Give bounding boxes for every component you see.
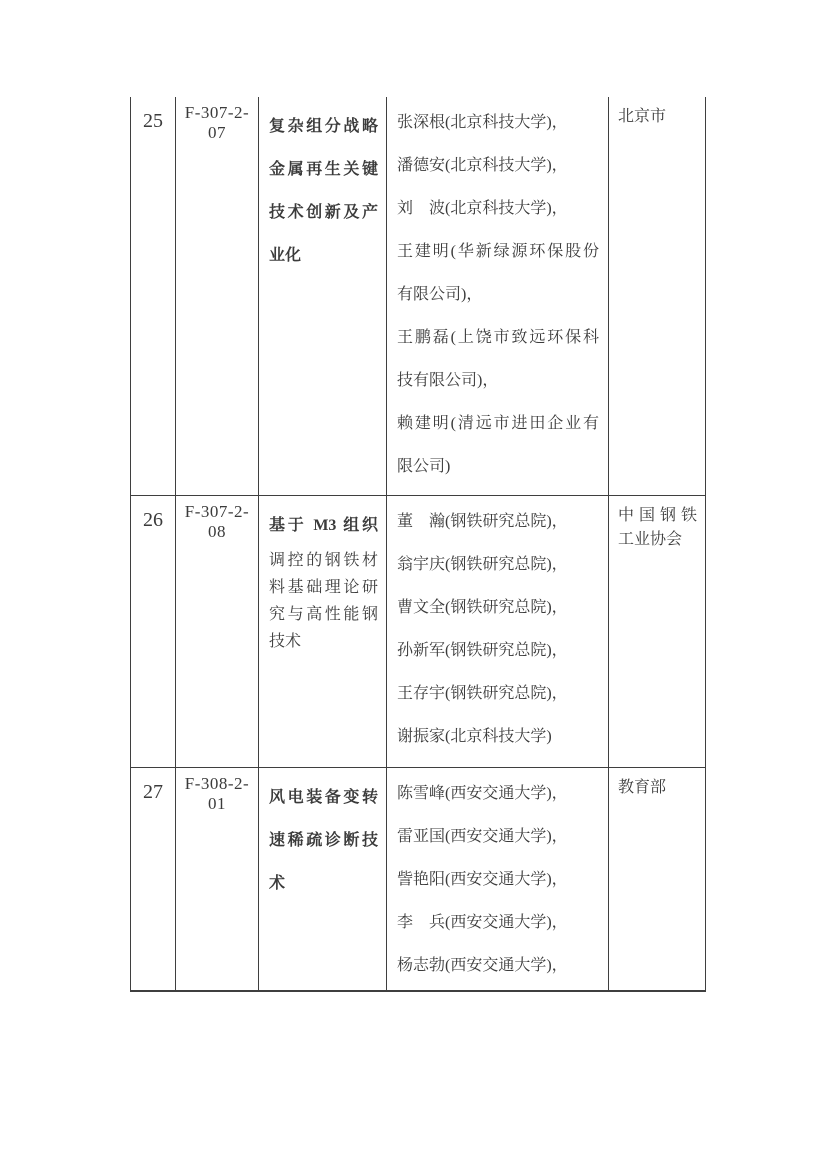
person-line: 谢振家(北京科技大学) (397, 728, 552, 745)
table-row (130, 97, 706, 495)
nominees-cell (386, 495, 608, 767)
person-line: 潘德安(北京科技大学)， (397, 157, 568, 174)
person-line: 訾艳阳(西安交通大学)， (397, 871, 568, 888)
title-line: 技术创新及产 (269, 204, 378, 221)
code-line: F-307-2- (184, 103, 250, 122)
person-line: 赖建明(清远市进田企业有 (397, 415, 599, 432)
project-code-cell (175, 97, 258, 495)
person-line: 翁宇庆(钢铁研究总院)， (397, 556, 568, 573)
person-line: 曹文全(钢铁研究总院)， (397, 599, 568, 616)
person-line: 杨志勃(西安交通大学)， (397, 957, 568, 974)
title-line: 料基础理论研 (269, 579, 378, 596)
person-line: 张深根(北京科技大学)， (397, 114, 568, 131)
code-line: F-307-2- (184, 502, 250, 521)
project-code-cell (175, 495, 258, 767)
org-line: 北京市 (618, 108, 667, 125)
title-line: 复杂组分战略 (269, 118, 378, 135)
nominees-cell (386, 97, 608, 495)
person-line: 王存宇(钢铁研究总院)， (397, 685, 568, 702)
person-line: 李 兵(西安交通大学)， (397, 914, 568, 931)
title-line: 技术 (269, 633, 302, 650)
nominees-cell (386, 767, 608, 990)
person-line: 王鹏磊(上饶市致远环保科 (397, 329, 599, 346)
nominating-org-cell (608, 495, 706, 767)
code-line: 08 (208, 522, 226, 541)
awards-table (130, 97, 706, 992)
person-line: 刘 波(北京科技大学)， (397, 200, 568, 217)
row-number-cell: 27 (130, 767, 175, 990)
person-line: 陈雪峰(西安交通大学)， (397, 785, 568, 802)
title-line: 调控的钢铁材 (269, 552, 378, 569)
code-line: 01 (208, 794, 226, 813)
table-row (130, 767, 706, 990)
title-line: 业化 (269, 247, 302, 264)
table-row (130, 495, 706, 767)
code-line: 07 (208, 123, 226, 142)
row-number-cell: 25 (130, 97, 175, 495)
person-line: 限公司) (397, 458, 451, 475)
title-line: 究与高性能钢 (269, 606, 378, 623)
person-line: 有限公司)， (397, 286, 483, 303)
title-line: 风电装备变转 (269, 789, 378, 806)
project-title-cell (258, 495, 386, 767)
nominating-org-cell (608, 767, 706, 990)
person-line: 孙新军(钢铁研究总院)， (397, 642, 568, 659)
person-line: 技有限公司)， (397, 372, 499, 389)
row-number-cell: 26 (130, 495, 175, 767)
project-code-cell (175, 767, 258, 990)
title-line: 基于 M3 组织 (269, 517, 378, 534)
title-line: 金属再生关键 (269, 161, 378, 178)
person-line: 王建明(华新绿源环保股份 (397, 243, 599, 260)
org-line: 工业协会 (618, 531, 683, 548)
org-line: 教育部 (618, 779, 667, 796)
person-line: 雷亚国(西安交通大学)， (397, 828, 568, 845)
project-title-cell (258, 97, 386, 495)
org-line: 中国钢铁 (618, 507, 697, 524)
nominating-org-cell (608, 97, 706, 495)
code-line: F-308-2- (184, 774, 250, 793)
person-line: 董 瀚(钢铁研究总院)， (397, 513, 568, 530)
title-line: 速稀疏诊断技 (269, 832, 378, 849)
title-line: 术 (269, 875, 286, 892)
project-title-cell (258, 767, 386, 990)
